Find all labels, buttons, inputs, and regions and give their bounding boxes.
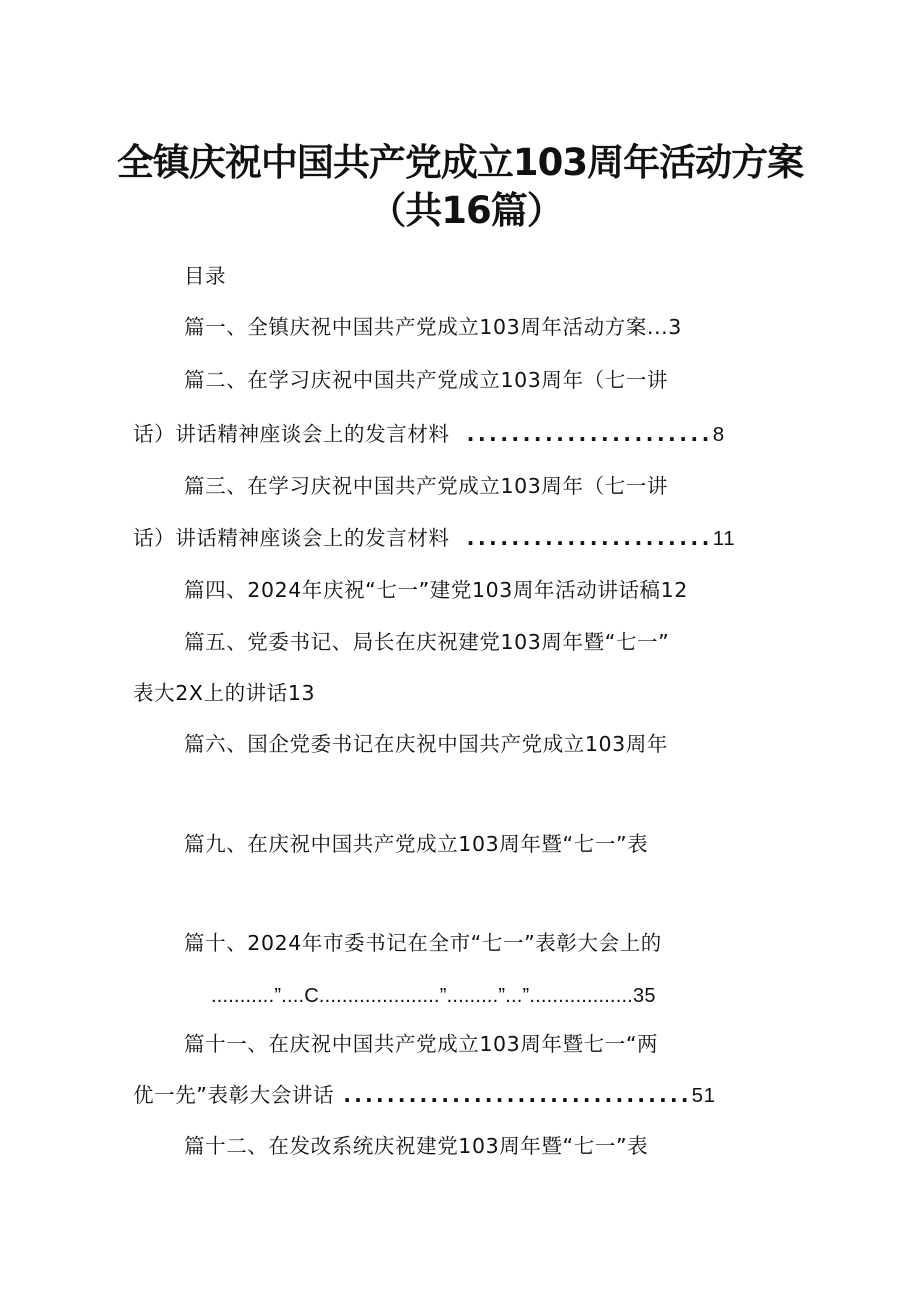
document-title: 全镇庆祝中国共产党成立103周年活动方案 [116, 141, 804, 184]
toc-leader-dots: ...................... [466, 526, 713, 550]
toc-entry-1: 篇一、全镇庆祝中国共产党成立103周年活动方案...3 [184, 315, 682, 339]
toc-entry-12: 篇十二、在发改系统庆祝建党103周年暨“七一”表 [184, 1134, 649, 1158]
toc-page-number: 8 [712, 423, 725, 446]
toc-entry-10-line1: 篇十、2024年市委书记在全市“七一”表彰大会上的 [184, 931, 662, 955]
toc-entry-9: 篇九、在庆祝中国共产党成立103周年暨“七一”表 [184, 832, 649, 856]
toc-entry-11-line2 [133, 1081, 716, 1110]
toc-entry-5-line1: 篇五、党委书记、局长在庆祝建党103周年暨“七一” [184, 630, 670, 654]
toc-entry-3-text: 话）讲话精神座谈会上的发言材料 [133, 526, 450, 550]
toc-entry-3-line2 [133, 524, 735, 553]
toc-page-number: 51 [691, 1084, 716, 1107]
toc-entry-6: 篇六、国企党委书记在庆祝中国共产党成立103周年 [184, 732, 669, 756]
toc-entry-5-line2: 表大2X上的讲话13 [133, 681, 316, 705]
toc-leader-dots: ...................... [466, 422, 713, 446]
toc-entry-11-text: 优一先”表彰大会讲话 [133, 1083, 335, 1107]
toc-leader-dots: ................................ [343, 1083, 692, 1107]
toc-page-number: 11 [712, 527, 736, 550]
toc-entry-2-line2 [133, 420, 725, 449]
toc-entry-2-line1: 篇二、在学习庆祝中国共产党成立103周年（七一讲 [184, 368, 669, 392]
toc-entry-10-line2: ...........”....C.....................”.........”...”..................35 [211, 985, 656, 1007]
toc-entry-4: 篇四、2024年庆祝“七一”建党103周年活动讲话稿12 [184, 578, 688, 602]
toc-entry-11-line1: 篇十一、在庆祝中国共产党成立103周年暨七一“两 [184, 1032, 659, 1056]
toc-entry-2-text: 话）讲话精神座谈会上的发言材料 [133, 422, 450, 446]
toc-entry-3-line1: 篇三、在学习庆祝中国共产党成立103周年（七一讲 [184, 474, 669, 498]
document-subtitle: （共16篇） [369, 189, 563, 232]
toc-heading: 目录 [184, 264, 227, 288]
